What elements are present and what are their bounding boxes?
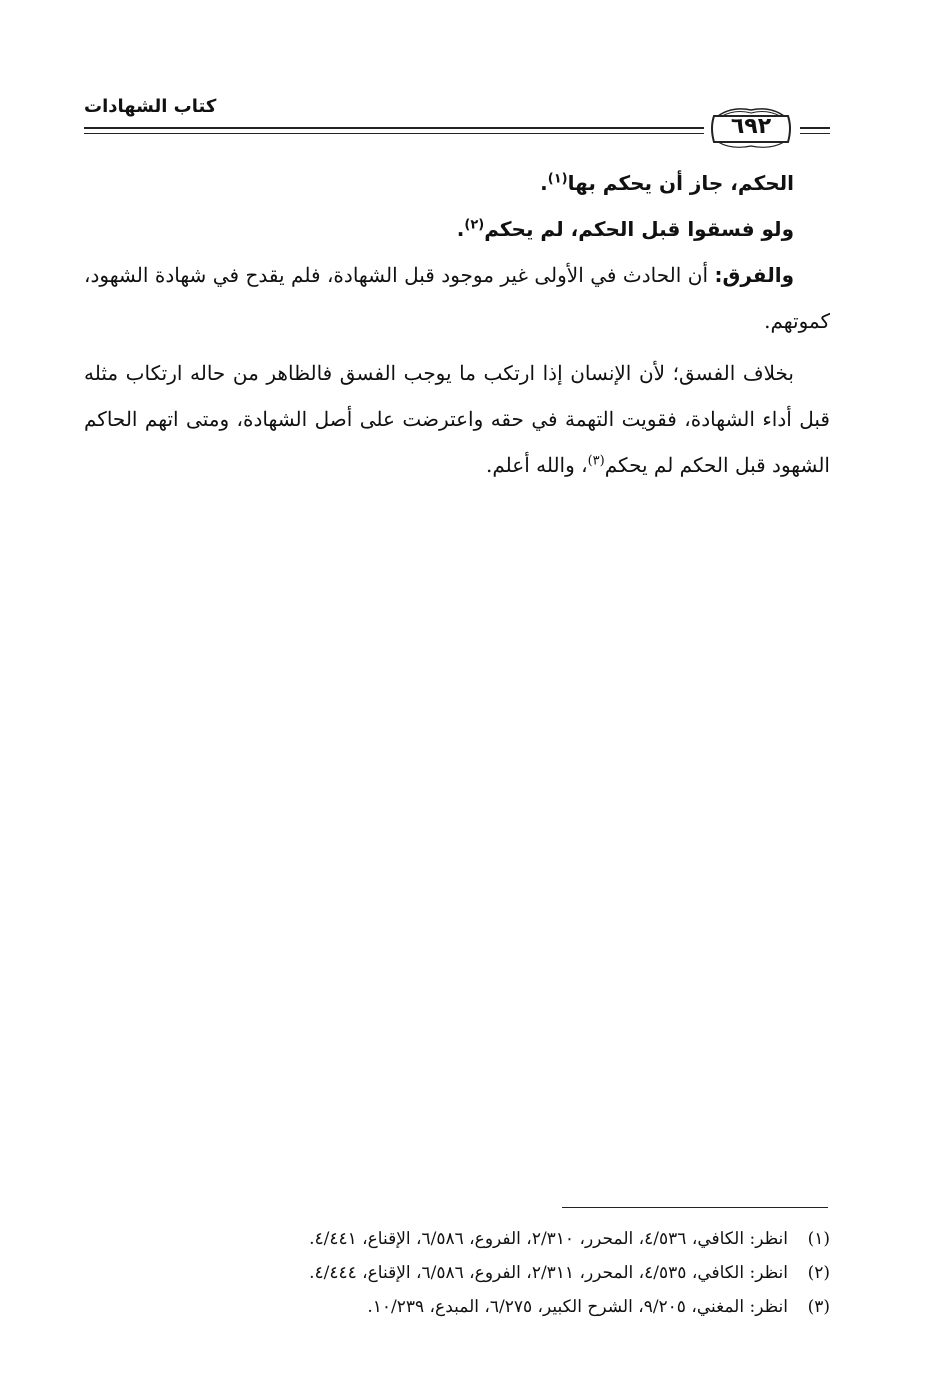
footnote-1: (١)انظر: الكافي، ٤/٥٣٦، المحرر، ٢/٣١٠، الفروع، ٦/٥٨٦، الإقناع، ٤/٤٤١. xyxy=(309,1229,830,1249)
main-text xyxy=(84,160,830,488)
footnote-separator xyxy=(562,1207,828,1208)
page-number-frame xyxy=(708,104,794,152)
header-rule-right-thin xyxy=(800,133,830,134)
footnote-ref-3: (٣) xyxy=(587,453,605,469)
footnote-ref-2: (٢) xyxy=(464,217,485,233)
paragraph-lead: والفرق: xyxy=(714,263,794,287)
footnotes xyxy=(84,1222,830,1324)
paragraph-difference: والفرق: أن الحادث في الأولى غير موجود قبل الشهادة، فلم يقدح في شهادة الشهود، كموتهم. xyxy=(84,263,830,333)
header-rule-right xyxy=(800,127,830,129)
footnote-ref-1: (١) xyxy=(547,171,568,187)
footnote-3: (٣)انظر: المغني، ٩/٢٠٥، الشرح الكبير، ٦/٢٧٥، المبدع، ١٠/٢٣٩. xyxy=(367,1297,830,1317)
running-title: كتاب الشهادات xyxy=(84,96,217,117)
footnote-2: (٢)انظر: الكافي، ٤/٥٣٥، المحرر، ٢/٣١١، الفروع، ٦/٥٨٦، الإقناع، ٤/٤٤٤. xyxy=(309,1263,830,1283)
header-rule xyxy=(84,127,704,129)
paragraph-fisq: بخلاف الفسق؛ لأن الإنسان إذا ارتكب ما يوجب الفسق فالظاهر من حاله ارتكاب مثله قبل أداء الشهادة، فقويت التهمة في حقه واعترضت على أصل الشهادة، ومتى اتهم الحاكم الشهود قبل الحكم لم يحكم$^{(٣)}$، والله أعلم. xyxy=(84,361,830,477)
header-rule-thin xyxy=(84,133,704,134)
text-line-1: الحكم، جاز أن يحكم بها$^{(١)}$. xyxy=(540,171,794,195)
text-line-2: ولو فسقوا قبل الحكم، لم يحكم$^{(٢)}$. xyxy=(456,217,794,241)
page-number: ٦٩٢ xyxy=(730,114,772,139)
